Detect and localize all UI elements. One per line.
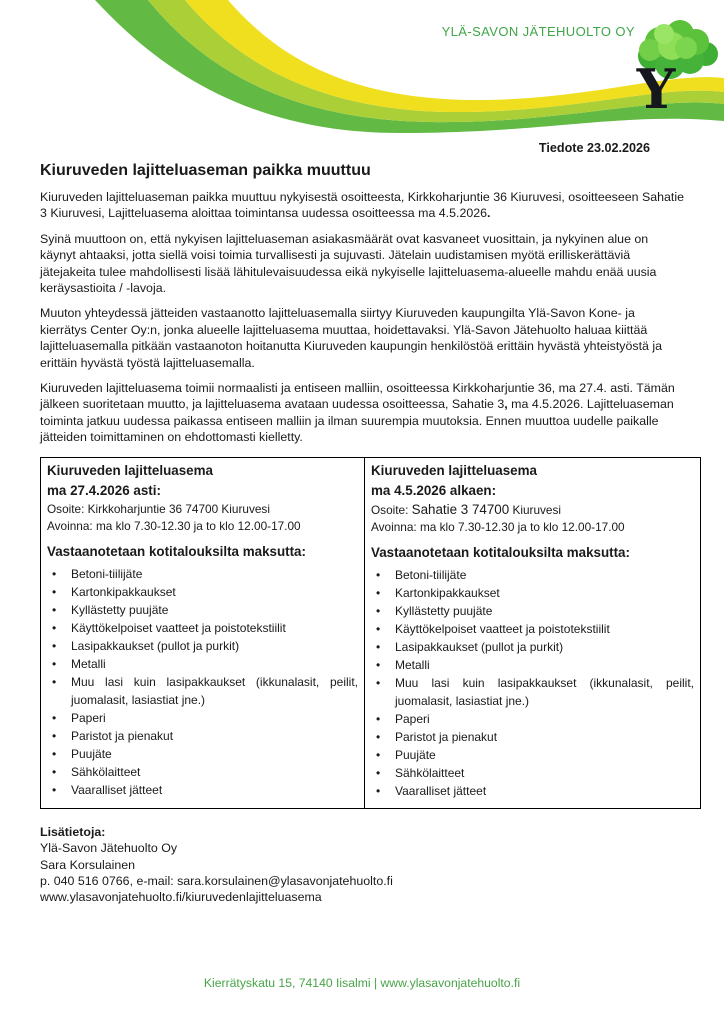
paragraph-reasons: Syinä muuttoon on, että nykyisen lajitteluaseman asiakasmäärät ovat kasvaneet vuosittain, ja nykyinen alue on käynyt ahtaaksi, jotta siellä voisi toimia turvallisesti ja sujuvasti. Jätelain uudistamisen myötä erilliskerättäviä jätejakeita tulee mahdollisesti lisää lähitulevaisuudessa eikä nykyiselle lajitteluasema-alueelle mahdu enää uusia keräysastioita / -lavoja. — [40, 231, 657, 296]
old-station-cell — [41, 457, 365, 808]
accepted-item: • Muu lasi kuin lasipakkaukset (ikkunalasit, peilit, juomalasit, lasiastiat jne.) — [371, 674, 694, 710]
tree-trunk-letter: Y — [636, 57, 676, 114]
wave-graphic — [0, 0, 724, 140]
accepted-item: • Muu lasi kuin lasipakkaukset (ikkunalasit, peilit, juomalasit, lasiastiat jne.) — [47, 673, 358, 709]
accepted-item: • Metalli — [47, 655, 358, 673]
release-date-line: Tiedote 23.02.2026 — [538, 141, 650, 155]
contact-line: p. 040 516 0766, e-mail: sara.korsulainen@ylasavonjatehuolto.fi — [40, 873, 393, 888]
contact-line: Sara Korsulainen — [40, 857, 136, 872]
page-title: Kiuruveden lajitteluaseman paikka muuttuu — [40, 162, 371, 179]
accepted-item: • Sähkölaitteet — [371, 764, 694, 782]
old-accepted-list — [47, 565, 358, 799]
new-station-name: Kiuruveden lajitteluasema — [371, 462, 537, 478]
new-station-period: ma 4.5.2026 alkaen: — [371, 482, 497, 498]
accepted-item: • Betoni-tiilijäte — [47, 565, 358, 583]
document-content — [0, 138, 724, 906]
accepted-item: • Metalli — [371, 656, 694, 674]
old-accepted-heading: Vastaanotetaan kotitalouksilta maksutta: — [47, 543, 306, 559]
new-accepted-heading: Vastaanotetaan kotitalouksilta maksutta: — [371, 544, 630, 560]
accepted-item: • Betoni-tiilijäte — [371, 566, 694, 584]
accepted-item: • Paperi — [47, 709, 358, 727]
contact-line: Ylä-Savon Jätehuolto Oy — [40, 841, 178, 856]
contact-heading: Lisätietoja: — [40, 824, 106, 839]
station-comparison-table — [40, 457, 701, 809]
accepted-item: • Lasipakkaukset (pullot ja purkit) — [371, 638, 694, 656]
accepted-item: • Käyttökelpoiset vaatteet ja poistotekstiilit — [371, 620, 694, 638]
new-station-address: Osoite: Sahatie 3 74700 Kiuruvesi — [371, 501, 561, 517]
old-station-period: ma 27.4.2026 asti: — [47, 482, 161, 498]
new-accepted-list — [371, 566, 694, 800]
accepted-item: • Kyllästetty puujäte — [47, 601, 358, 619]
accepted-item: • Paristot ja pienakut — [371, 728, 694, 746]
accepted-item: • Paristot ja pienakut — [47, 727, 358, 745]
accepted-item: • Paperi — [371, 710, 694, 728]
paragraph-schedule: Kiuruveden lajitteluasema toimii normaalisti ja entiseen malliin, osoitteessa Kirkkoharjuntie 36, ma 27.4. asti. Tämän jälkeen suoritetaan muutto, ja lajitteluasema avataan uudessa osoitteessa, Sahatie 3, ma 4.5.2026. Lajitteluaseman toiminta jatkuu uudessa paikassa entiseen malliin ja ilman suurempia muutoksia. Ennen muuttoa uudelle paikalle jätteiden toimittaminen on ehdottomasti kielletty. — [40, 381, 675, 445]
tree-logo-icon — [628, 12, 722, 114]
paragraph-move-announcement: Kiuruveden lajitteluaseman paikka muuttuu nykyisestä osoitteesta, Kirkkoharjuntie 36 Kiuruvesi, osoitteeseen Sahatie 3 Kiuruvesi, Lajitteluasema aloittaa toimintansa uudessa osoitteessa ma 4.5.2026. — [40, 190, 684, 221]
accepted-item: • Käyttökelpoiset vaatteet ja poistotekstiilit — [47, 619, 358, 637]
header-banner — [0, 0, 724, 140]
old-station-address: Osoite: Kirkkoharjuntie 36 74700 Kiuruvesi — [47, 501, 270, 516]
accepted-item: • Kyllästetty puujäte — [371, 602, 694, 620]
paragraph-operator-change: Muuton yhteydessä jätteiden vastaanotto lajitteluasemalla siirtyy Kiuruveden kaupungilta Ylä-Savon Kone- ja kierrätys Center Oy:n, jonka alueelle lajitteluasema muuttaa, hoidettavaksi. Ylä-Savon Jätehuolto haluaa kiittää lajitteluasemalla pitkään vastaanoton hoitanutta Kiuruveden kaupungin henkilöstöä erittäin hyvästä yhteistyöstä ja erittäin hyvästä työstä lajitteluasemalla. — [40, 306, 662, 370]
accepted-item: • Puujäte — [371, 746, 694, 764]
accepted-item: • Kartonkipakkaukset — [47, 583, 358, 601]
accepted-item: • Sähkölaitteet — [47, 763, 358, 781]
contact-lines — [40, 840, 684, 906]
old-station-name: Kiuruveden lajitteluasema — [47, 462, 213, 478]
contact-block — [40, 824, 684, 906]
contact-line: www.ylasavonjatehuolto.fi/kiuruvedenlajitteluasema — [40, 890, 322, 905]
footer-address-line: Kierrätyskatu 15, 74140 Iisalmi | www.ylasavonjatehuolto.fi — [203, 976, 521, 990]
new-station-cell — [365, 457, 701, 808]
accepted-item: • Lasipakkaukset (pullot ja purkit) — [47, 637, 358, 655]
table-row — [41, 457, 701, 808]
org-name: YLÄ-SAVON JÄTEHUOLTO OY — [441, 24, 635, 39]
new-station-hours: Avoinna: ma klo 7.30-12.30 ja to klo 12.00-17.00 — [371, 519, 625, 534]
accepted-item: • Puujäte — [47, 745, 358, 763]
old-station-hours: Avoinna: ma klo 7.30-12.30 ja to klo 12.00-17.00 — [47, 518, 301, 533]
accepted-item: • Vaaralliset jätteet — [371, 782, 694, 800]
accepted-item: • Kartonkipakkaukset — [371, 584, 694, 602]
accepted-item: • Vaaralliset jätteet — [47, 781, 358, 799]
